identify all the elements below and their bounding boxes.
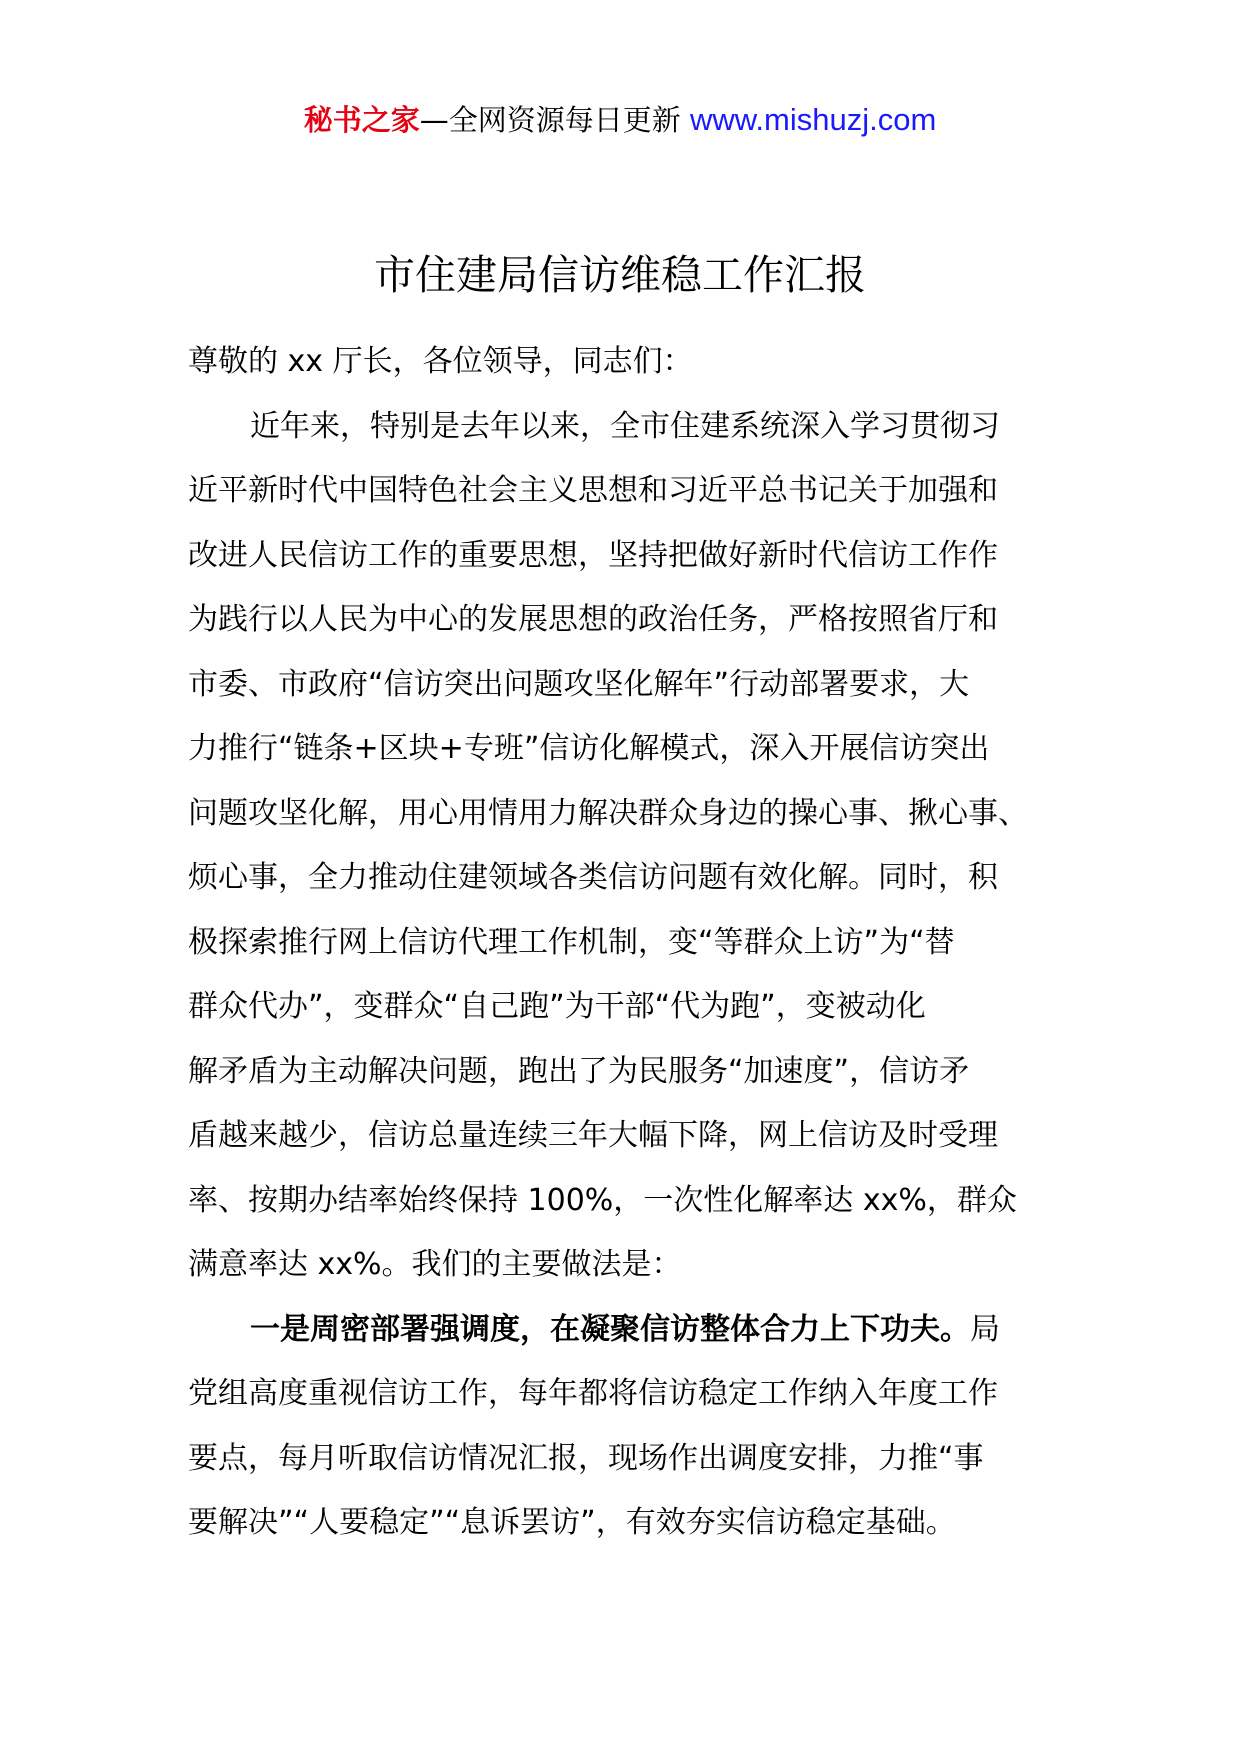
- header-slogan: —全网资源每日更新: [419, 103, 681, 137]
- paragraph-line: 要解决”“人要稳定”“息诉罢访”，有效夯实信访稳定基础。: [188, 1505, 956, 1540]
- site-header: [0, 100, 1240, 140]
- salutation: 尊敬的 xx 厅长，各位领导，同志们：: [188, 344, 693, 379]
- paragraph-line: 群众代办”，变群众“自己跑”为干部“代为跑”，变被动化: [188, 989, 926, 1024]
- paragraph-line: 率、按期办结率始终保持 100%，一次性化解率达 xx%，群众: [188, 1182, 1017, 1218]
- site-url-link[interactable]: www.mishuzj.com: [689, 102, 937, 137]
- document-title: 市住建局信访维稳工作汇报: [374, 251, 866, 299]
- paragraph-line-rest: 局: [970, 1311, 1000, 1347]
- paragraph-1: [188, 395, 1068, 1298]
- paragraph-lead-heading: 一是周密部署强调度，在凝聚信访整体合力上下功夫。: [250, 1311, 970, 1347]
- paragraph-line: [188, 1298, 1068, 1363]
- paragraph-line: 极探索推行网上信访代理工作机制，变“等群众上访”为“替: [188, 924, 955, 960]
- paragraph-line: 问题攻坚化解，用心用情用力解决群众身边的操心事、揪心事、: [188, 795, 1028, 831]
- paragraph-line: 盾越来越少，信访总量连续三年大幅下降，网上信访及时受理: [188, 1118, 998, 1153]
- paragraph-line: 要点，每月听取信访情况汇报，现场作出调度安排，力推“事: [188, 1440, 984, 1476]
- brand-name: 秘书之家: [303, 103, 420, 137]
- paragraph-2: [188, 1298, 1068, 1556]
- document-body: [188, 330, 1068, 1556]
- paragraph-line: 改进人民信访工作的重要思想，坚持把做好新时代信访工作作: [188, 537, 998, 573]
- paragraph-line: 近平新时代中国特色社会主义思想和习近平总书记关于加强和: [188, 473, 998, 508]
- paragraph-line: 为践行以人民为中心的发展思想的政治任务，严格按照省厅和: [188, 602, 998, 637]
- paragraph-line: 烦心事，全力推动住建领域各类信访问题有效化解。同时，积: [188, 860, 998, 895]
- paragraph-line: 市委、市政府“信访突出问题攻坚化解年”行动部署要求，大: [188, 666, 970, 702]
- paragraph-line: 近年来，特别是去年以来，全市住建系统深入学习贯彻习: [250, 408, 1000, 444]
- paragraph-line: 党组高度重视信访工作，每年都将信访稳定工作纳入年度工作: [188, 1376, 998, 1411]
- paragraph-line: 力推行“链条+区块+专班”信访化解模式，深入开展信访突出: [188, 731, 990, 766]
- paragraph-line: 满意率达 xx%。我们的主要做法是：: [188, 1247, 682, 1282]
- paragraph-line: 解矛盾为主动解决问题，跑出了为民服务“加速度”，信访矛: [188, 1053, 970, 1089]
